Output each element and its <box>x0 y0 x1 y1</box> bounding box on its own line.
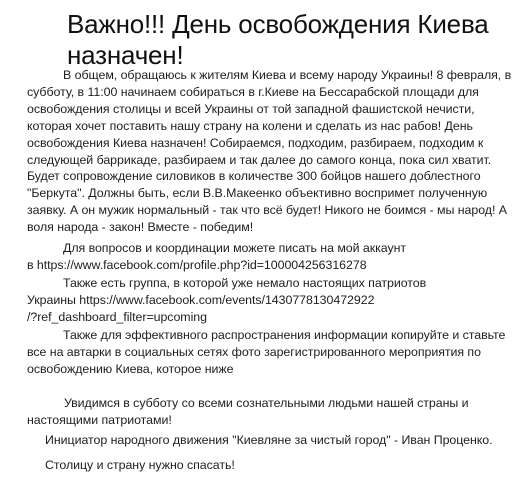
profile-link-text: в https://www.facebook.com/profile.php?id=100004256316278 <box>27 257 367 272</box>
paragraph-appeal <box>27 67 511 236</box>
post-title-line: Важно!!! День освобождения Киева <box>67 9 489 39</box>
text-line: воля народа - закон! Вместе - победим! <box>27 220 254 235</box>
post-title <box>67 9 507 71</box>
text-line: Также есть группа, в которой уже немало настоящих патриотов <box>63 276 427 290</box>
text-line: Также для эффективного распространения информации копируйте и ставьте <box>63 328 506 342</box>
text-line: освобождения столицы и всей Украины от той западной фашистской нечисти, <box>27 101 475 116</box>
paragraph-see-you <box>27 395 469 429</box>
text-line: субботу, в 11:00 начинаем собираться в г.Киеве на Бессарабской площади для <box>27 84 479 99</box>
text-line: В общем, обращаюсь к жителям Киева и всему народу Украины! 8 февраля, в <box>63 68 512 82</box>
text-line: которая хочет поставить нашу страну на колени и сделать из нас рабов! День <box>27 118 473 133</box>
event-link-text: /?ref_dashboard_filter=upcoming <box>27 309 207 324</box>
text-line: заявку. А он мужик нормальный - так что всё будет! Никого не боимся - мы народ! А <box>27 203 507 218</box>
paragraph-share <box>27 327 505 378</box>
text-line: Для вопросов и координации можете писать на мой аккаунт <box>63 241 407 255</box>
post-title-line: назначен! <box>67 40 184 70</box>
text-line: освобождению Киева, которое ниже <box>27 361 234 376</box>
paragraph-contact <box>27 240 406 274</box>
paragraph-closing <box>45 457 235 474</box>
paragraph-group <box>27 275 426 326</box>
text-line: "Беркута". Должны быть, если В.В.Макеенко объективно воспримет полученную <box>27 186 488 201</box>
text-line: Увидимся в субботу со всеми сознательными людьми нашей страны и <box>64 396 469 410</box>
text-line: следующей баррикаде, разбираем и так далее до самого конца, пока сил хватит. <box>27 152 492 167</box>
text-line: все на автарки в социальных сетях фото зарегистрированного мероприятия по <box>27 344 481 359</box>
text-line: Инициатор народного движения "Киевляне за чистый город" - Иван Проценко. <box>45 433 493 447</box>
text-line: Будет сопровождение силовиков в количестве 300 бойцов нашего доблестного <box>27 169 481 184</box>
paragraph-initiator <box>45 432 493 449</box>
event-link-text: Украины https://www.facebook.com/events/1430778130472922 <box>27 292 375 307</box>
text-line: Столицу и страну нужно спасать! <box>45 458 235 472</box>
text-line: освобождения Киева назначен! Собираемся, подходим, разбираем, подходим к <box>27 135 484 150</box>
text-line: настоящими патриотами! <box>27 412 172 427</box>
